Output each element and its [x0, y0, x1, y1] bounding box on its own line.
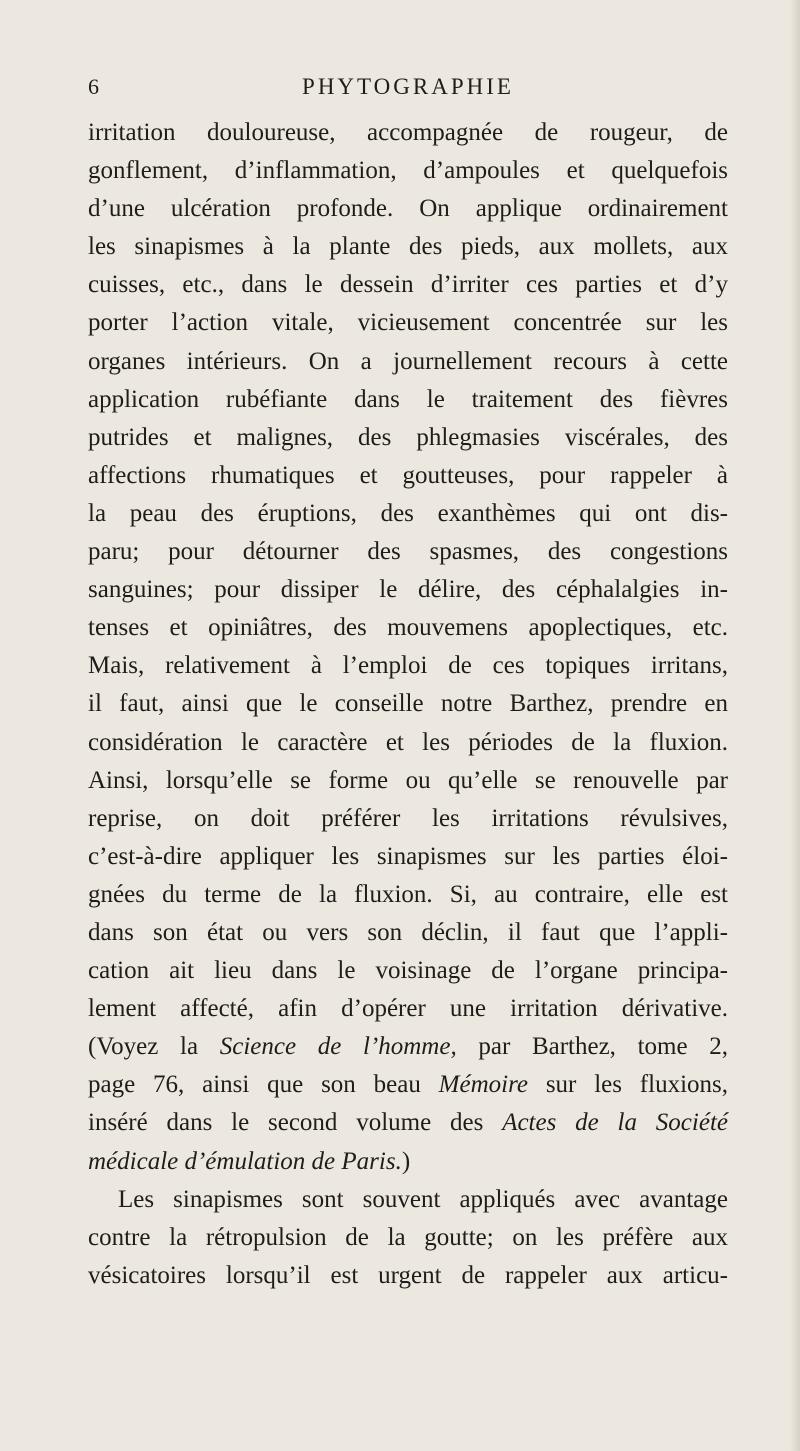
- text-line: paru; pour détourner des spasmes, des congestions: [88, 538, 728, 566]
- reference-title: Mémoire: [438, 1071, 528, 1099]
- text-line: dans son état ou vers son déclin, il faut que l’appli-: [88, 918, 728, 946]
- body-text: [88, 114, 728, 1295]
- paragraph-first-line: Les sinapismes sont souvent appliqués avec avantage: [118, 1185, 728, 1213]
- reference-text: sur les fluxions,: [527, 1071, 728, 1099]
- page-number: 6: [88, 74, 100, 99]
- text-line: affections rhumatiques et goutteuses, pour rappeler à: [88, 461, 728, 489]
- text-line: contre la rétropulsion de la goutte; on les préfère aux: [88, 1223, 728, 1251]
- reference-line: [88, 1143, 728, 1181]
- text-line: c’est-à-dire appliquer les sinapismes sur les parties éloi-: [88, 842, 728, 870]
- text-line: Mais, relativement à l’emploi de ces topiques irritans,: [88, 652, 728, 680]
- text-line: application rubéfiante dans le traitement des fièvres: [88, 385, 728, 413]
- text-line: cuisses, etc., dans le dessein d’irriter ces parties et d’y: [88, 271, 728, 299]
- reference-line: [88, 1028, 728, 1066]
- page-header: [88, 74, 728, 108]
- text-line: cation ait lieu dans le voisinage de l’organe principa-: [88, 957, 728, 985]
- text-line: Ainsi, lorsqu’elle se forme ou qu’elle se renouvelle par: [88, 766, 728, 794]
- text-line: d’une ulcération profonde. On applique ordinairement: [88, 195, 728, 223]
- reference-text: inséré dans le second volume des: [88, 1109, 503, 1137]
- text-line: irritation douloureuse, accompagnée de rougeur, de: [88, 119, 728, 146]
- text-line: considération le caractère et les périodes de la fluxion.: [88, 728, 728, 756]
- text-line: organes intérieurs. On a journellement recours à cette: [88, 347, 728, 375]
- text-line: reprise, on doit préférer les irritations révulsives,: [88, 804, 728, 832]
- reference-text: ): [401, 1147, 411, 1175]
- reference-text: (Voyez la: [88, 1033, 220, 1061]
- reference-line: [88, 1104, 728, 1142]
- reference-line: [88, 1066, 728, 1104]
- text-line: les sinapismes à la plante des pieds, aux mollets, aux: [88, 233, 728, 261]
- text-line: lement affecté, afin d’opérer une irritation dérivative.: [88, 995, 728, 1023]
- reference-text: page 76, ainsi que son beau: [88, 1071, 439, 1099]
- text-line: tenses et opiniâtres, des mouvemens apoplectiques, etc.: [88, 614, 728, 642]
- text-line: sanguines; pour dissiper le délire, des céphalalgies in-: [88, 576, 728, 604]
- text-line: porter l’action vitale, vicieusement concentrée sur les: [88, 309, 728, 337]
- text-line: gonflement, d’inflammation, d’ampoules et quelquefois: [88, 157, 728, 185]
- text-line: gnées du terme de la fluxion. Si, au contraire, elle est: [88, 880, 728, 908]
- page-edge-shadow: [790, 0, 800, 1451]
- reference-text: par Barthez, tome 2,: [456, 1033, 728, 1061]
- text-line: putrides et malignes, des phlegmasies viscérales, des: [88, 423, 728, 451]
- reference-title: Science de l’homme,: [219, 1033, 457, 1061]
- running-head: PHYTOGRAPHIE: [302, 74, 514, 99]
- text-line: il faut, ainsi que le conseille notre Barthez, prendre en: [88, 690, 728, 718]
- text-line: la peau des éruptions, des exanthèmes qui ont dis-: [88, 499, 728, 527]
- text-line: vésicatoires lorsqu’il est urgent de rappeler aux articu-: [88, 1261, 728, 1289]
- reference-title: Actes de la Société: [502, 1109, 728, 1137]
- reference-title: médicale d’émulation de Paris.: [88, 1147, 402, 1175]
